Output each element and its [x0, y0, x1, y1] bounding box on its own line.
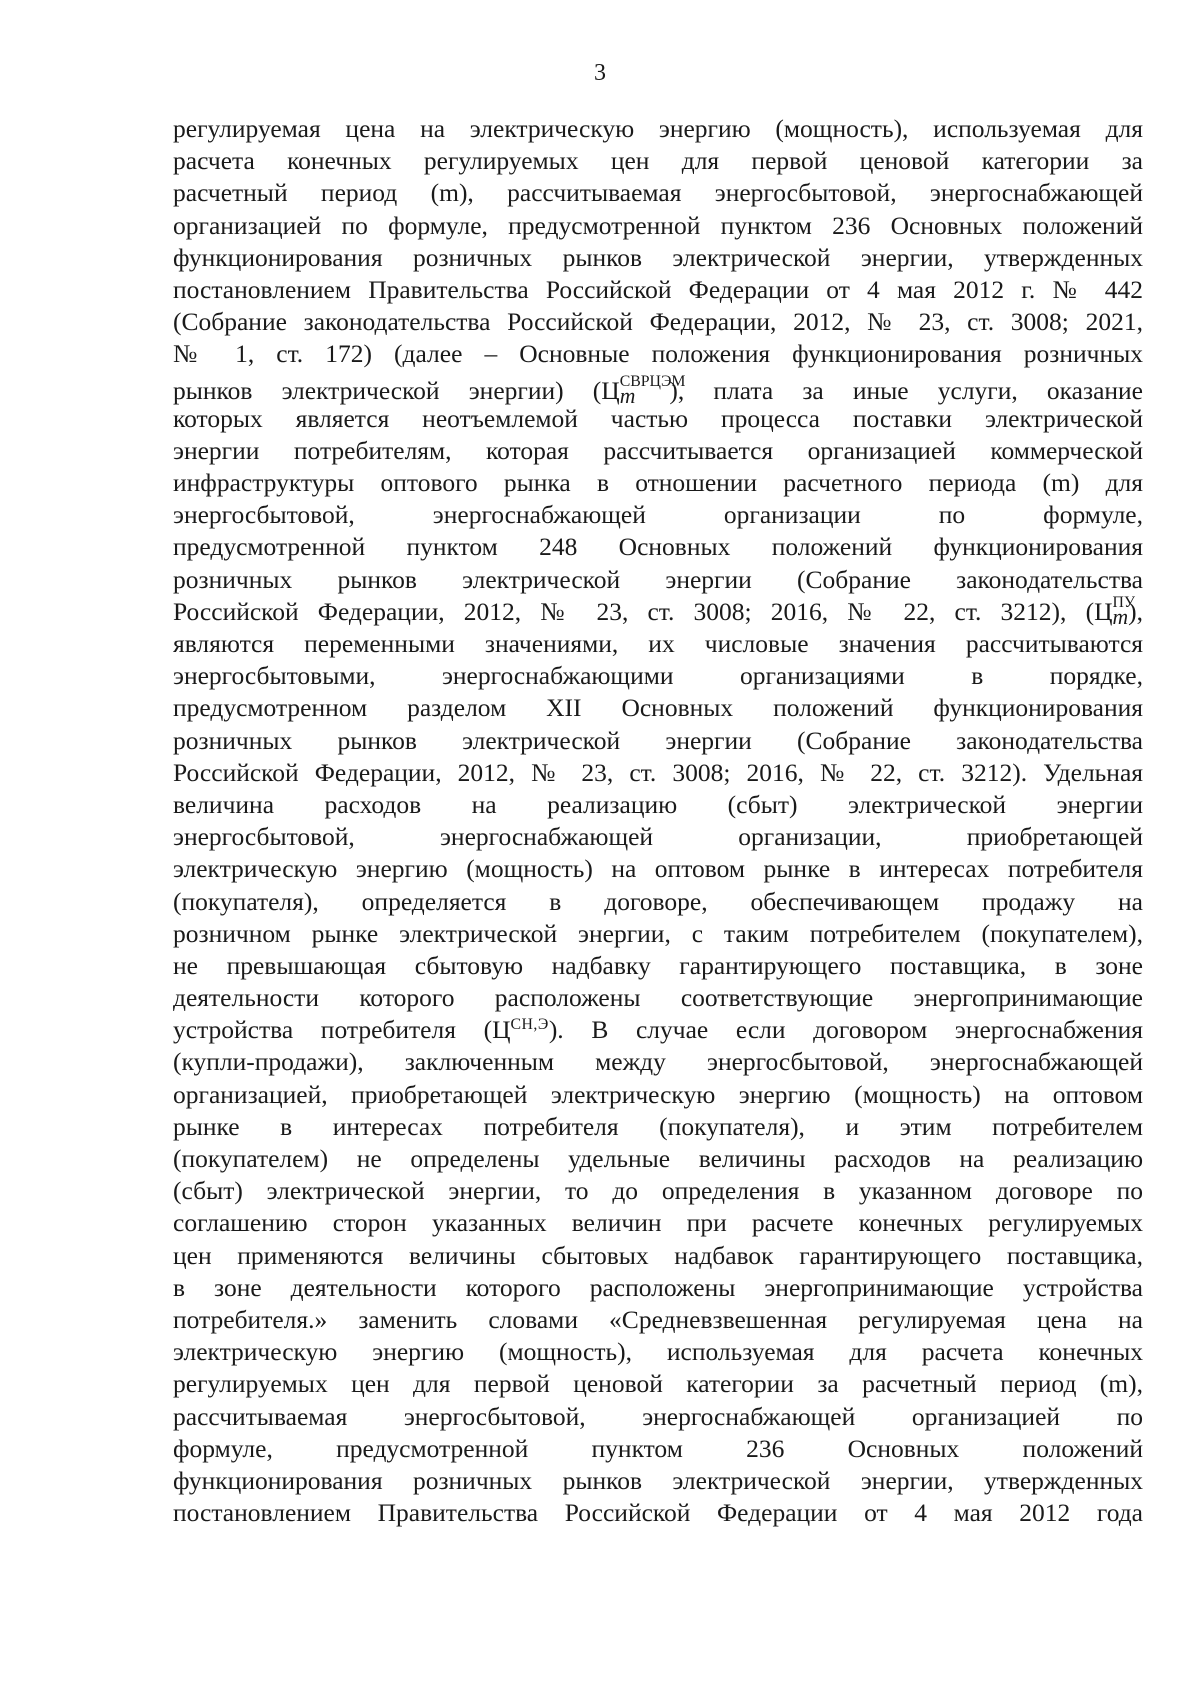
text-line: величина расходов на реализацию (сбыт) электрической энергии: [173, 789, 1143, 819]
symbol-subscript: m: [619, 383, 636, 408]
symbol-superscript: ПУ: [1112, 594, 1136, 612]
text-line: регулируемых цен для первой ценовой категории за расчетный период (m),: [173, 1369, 1143, 1399]
text-line-with-formula: [173, 596, 1143, 628]
text-line: рассчитываемая энергосбытовой, энергоснабжающей организацией по: [173, 1401, 1143, 1431]
text-fragment: ),: [1128, 596, 1143, 626]
symbol-subscript: m: [1112, 605, 1129, 630]
text-line: предусмотренной пунктом 248 Основных положений функционирования: [173, 532, 1143, 562]
text-line: (купли-продажи), заключенным между энергосбытовой, энергоснабжающей: [173, 1047, 1143, 1077]
text-line: постановлением Правительства Российской Федерации от 4 мая 2012 года: [173, 1498, 1143, 1528]
text-line: энергосбытовой, энергоснабжающей организации, приобретающей: [173, 822, 1143, 852]
text-line: (покупателем) не определены удельные величины расходов на реализацию: [173, 1144, 1143, 1173]
symbol-base: Ц: [601, 375, 620, 405]
text-line: рынке в интересах потребителя (покупателя), и этим потребителем: [173, 1111, 1143, 1141]
text-line: инфраструктуры оптового рынка в отношении расчетного периода (m) для: [173, 468, 1143, 498]
text-line: расчетный период (m), рассчитываемая энергосбытовой, энергоснабжающей: [173, 178, 1143, 208]
page-number: 3: [594, 60, 606, 86]
text-line: соглашению сторон указанных величин при расчете конечных регулируемых: [173, 1208, 1143, 1238]
text-line: энергосбытовой, энергоснабжающей организации по формуле,: [173, 500, 1143, 530]
text-fragment: ). В случае если договором энергоснабжения: [548, 1015, 1143, 1045]
text-line: потребителя.» заменить словами «Средневзвешенная регулируемая цена на: [173, 1304, 1143, 1334]
text-line: (Собрание законодательства Российской Федерации, 2012, № 23, ст. 3008; 2021,: [173, 307, 1143, 337]
text-line: организацией по формуле, предусмотренной пунктом 236 Основных положений: [173, 210, 1143, 240]
text-line: не превышающая сбытовую надбавку гарантирующего поставщика, в зоне: [173, 950, 1143, 980]
document-body: [173, 113, 1143, 1529]
text-line: являются переменными значениями, их числовые значения рассчитываются: [173, 629, 1143, 658]
text-fragment: ), плата за иные услуги, оказание: [669, 375, 1143, 405]
symbol-base: Ц: [492, 1015, 511, 1045]
price-symbol-sne: [492, 1014, 549, 1050]
text-line: энергии потребителям, которая рассчитывается организацией коммерческой: [173, 435, 1143, 465]
text-line: розничных рынков электрической энергии (Собрание законодательства: [173, 725, 1143, 755]
text-line: которых является неотъемлемой частью процесса поставки электрической: [173, 403, 1143, 433]
text-line: № 1, ст. 172) (далее – Основные положения функционирования розничных: [173, 339, 1143, 369]
text-line: розничных рынков электрической энергии (Собрание законодательства: [173, 564, 1143, 594]
text-line: расчета конечных регулируемых цен для первой ценовой категории за: [173, 146, 1143, 176]
text-line: формуле, предусмотренной пунктом 236 Основных положений: [173, 1433, 1143, 1463]
text-line: Российской Федерации, 2012, № 23, ст. 3008; 2016, № 22, ст. 3212). Удельная: [173, 757, 1143, 787]
text-line: постановлением Правительства Российской Федерации от 4 мая 2012 г. № 442: [173, 274, 1143, 304]
symbol-base: Ц: [1094, 596, 1113, 626]
text-line: предусмотренном разделом XII Основных положений функционирования: [173, 693, 1143, 723]
text-fragment: рынков электрической энергии) (: [173, 375, 602, 405]
text-line: (покупателя), определяется в договоре, обеспечивающем продажу на: [173, 886, 1143, 916]
text-fragment: устройства потребителя (: [173, 1015, 493, 1045]
text-line: (сбыт) электрической энергии, то до определения в указанном договоре по: [173, 1176, 1143, 1206]
symbol-superscript: СН,Э: [510, 1015, 549, 1033]
text-line: деятельности которого расположены соответствующие энергопринимающие: [173, 983, 1143, 1013]
symbol-superscript: СВРЦЭМ: [619, 372, 686, 390]
text-line: розничном рынке электрической энергии, с таким потребителем (покупателем),: [173, 918, 1143, 948]
text-line: организацией, приобретающей электрическую энергию (мощность) на оптовом: [173, 1079, 1143, 1109]
text-line: функционирования розничных рынков электрической энергии, утвержденных: [173, 1465, 1143, 1495]
text-fragment: Российской Федерации, 2012, № 23, ст. 3008; 2016, № 22, ст. 3212), (: [173, 596, 1095, 626]
text-line: энергосбытовыми, энергоснабжающими организациями в порядке,: [173, 661, 1143, 691]
text-line: в зоне деятельности которого расположены энергопринимающие устройства: [173, 1272, 1143, 1302]
price-symbol-pu: [1094, 594, 1136, 630]
text-line-with-formula: [173, 372, 1143, 408]
text-line: цен применяются величины сбытовых надбавок гарантирующего поставщика,: [173, 1240, 1143, 1270]
text-line-with-formula: [173, 1014, 1143, 1046]
text-line: функционирования розничных рынков электрической энергии, утвержденных: [173, 242, 1143, 272]
price-symbol-svrcem: [601, 372, 686, 408]
text-line: электрическую энергию (мощность), используемая для расчета конечных: [173, 1337, 1143, 1367]
text-line: электрическую энергию (мощность) на оптовом рынке в интересах потребителя: [173, 854, 1143, 884]
text-line: регулируемая цена на электрическую энергию (мощность), используемая для: [173, 114, 1143, 143]
